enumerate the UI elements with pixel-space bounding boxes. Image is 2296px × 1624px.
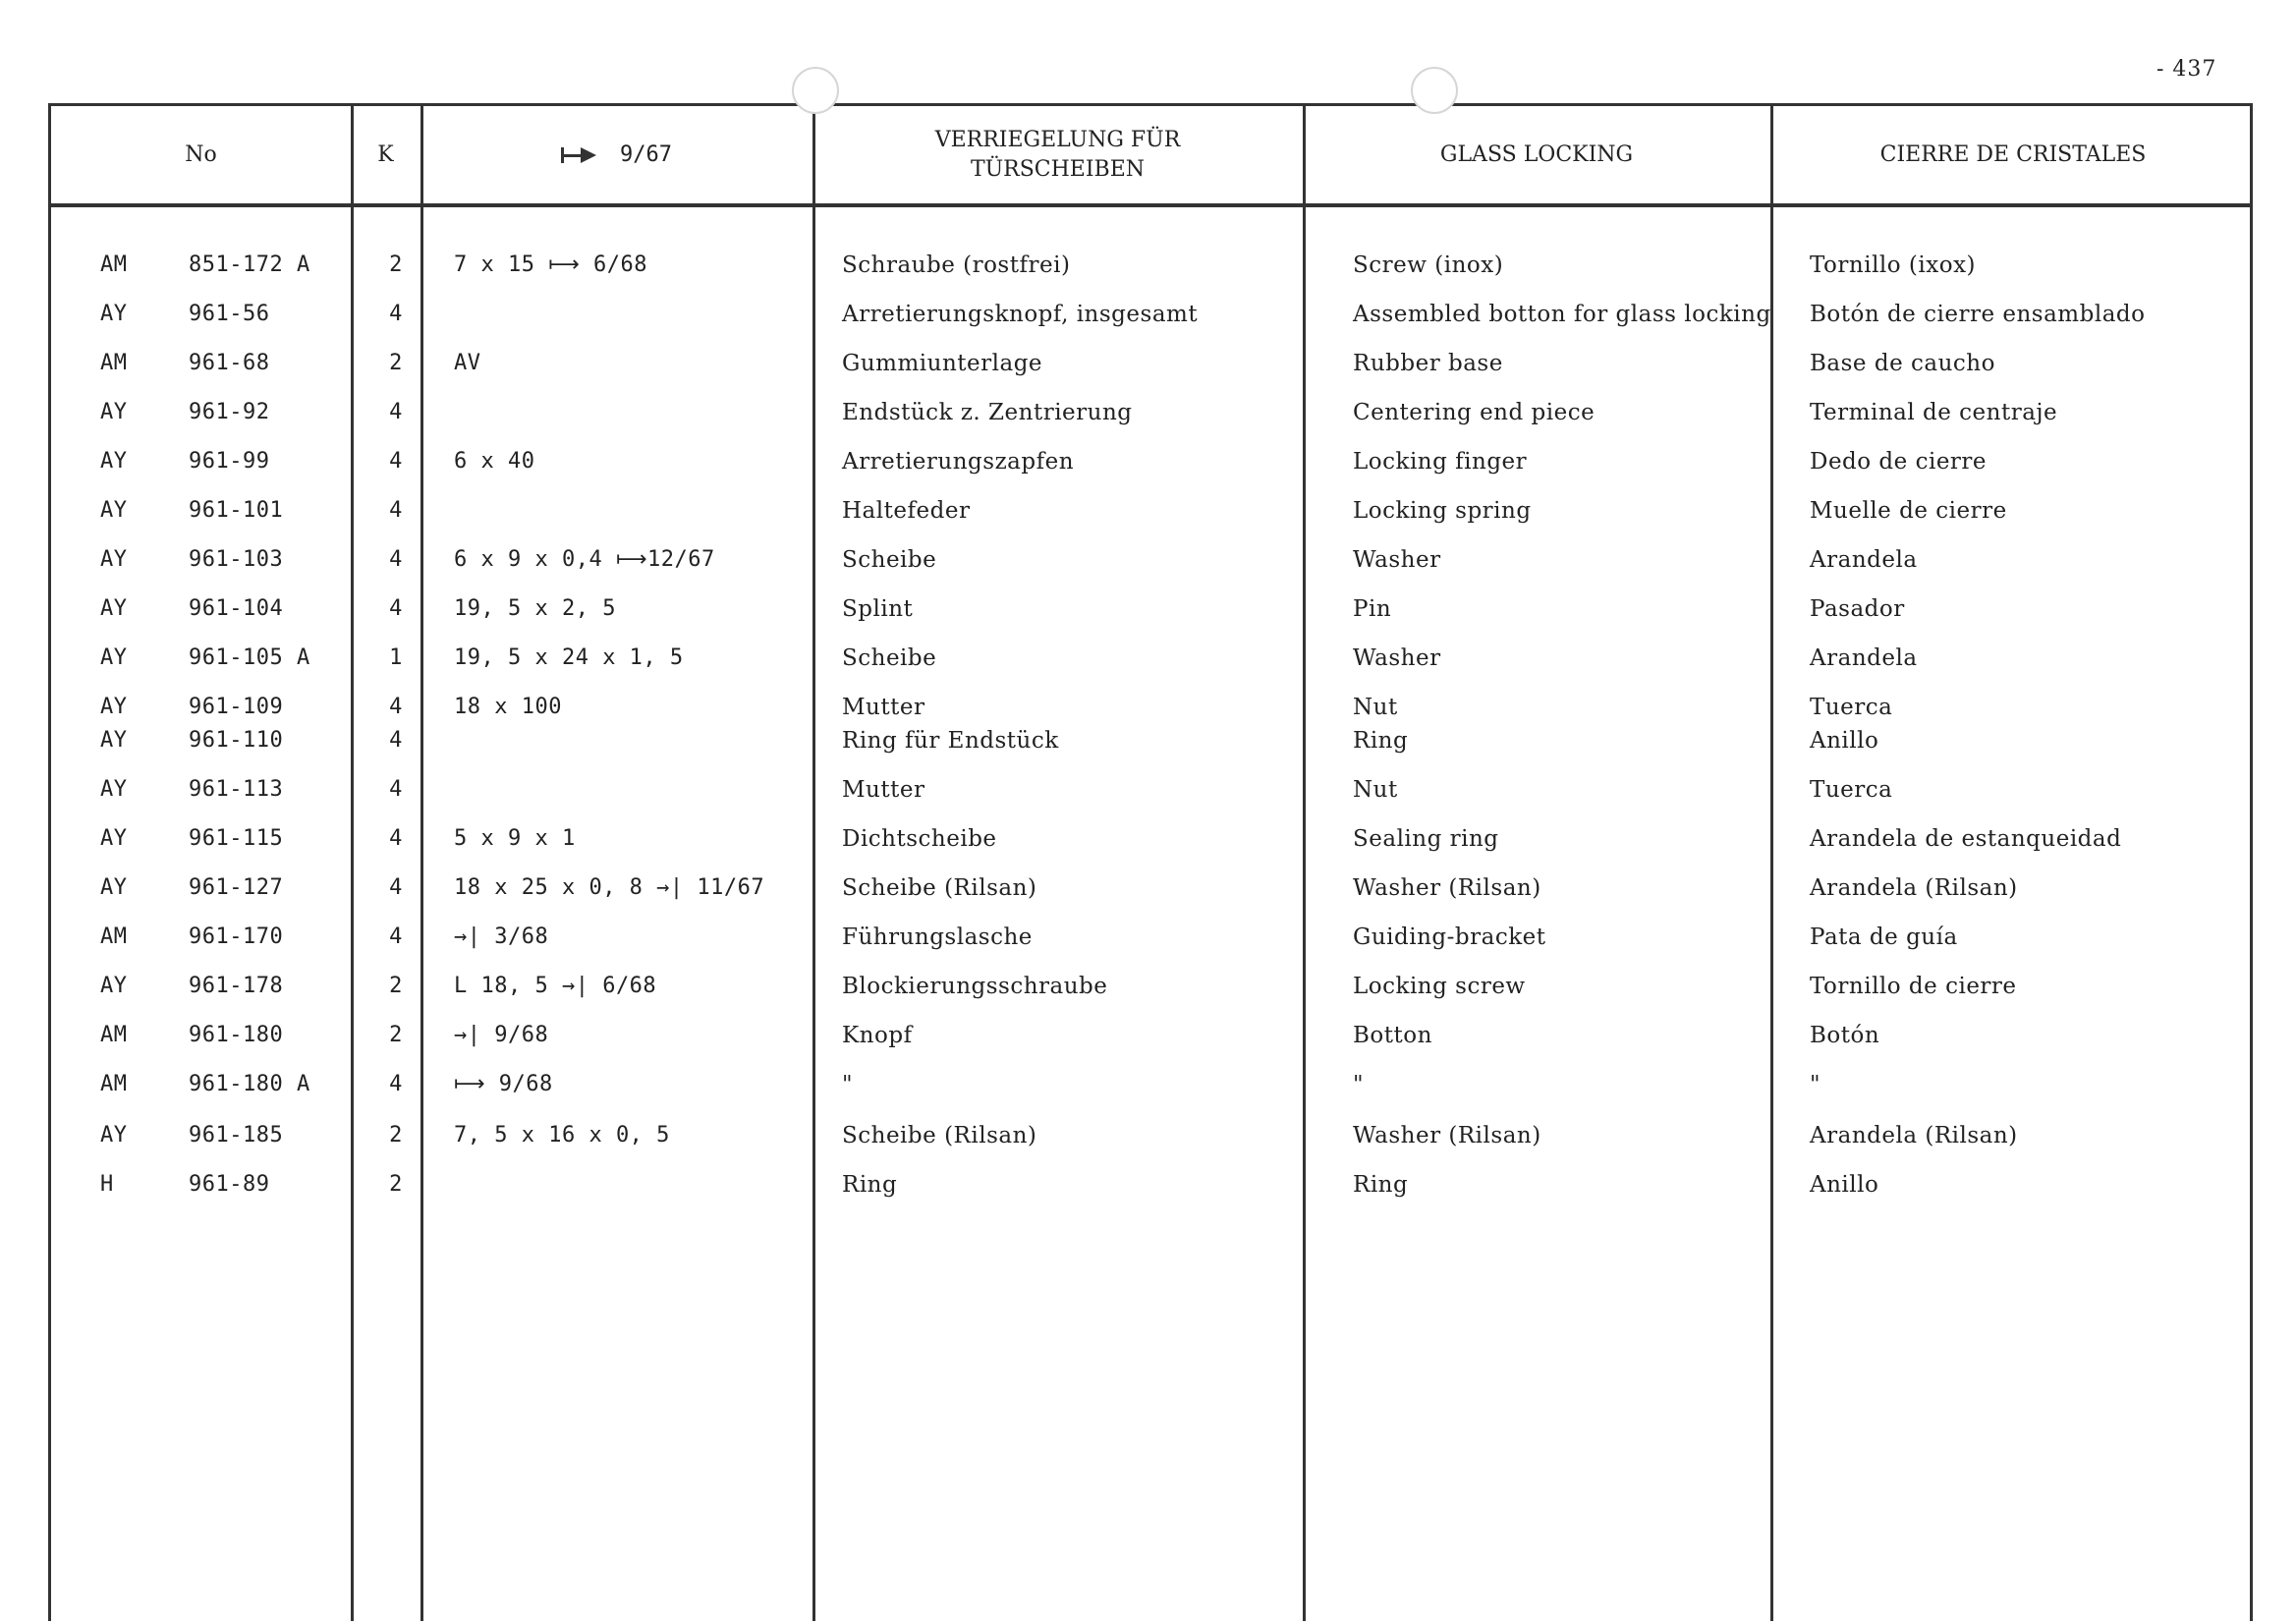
row-prefix: AM (100, 1072, 128, 1096)
row-part-number: 961-56 (189, 302, 270, 326)
row-spanish: Tuerca (1810, 695, 1893, 720)
row-spanish: Arandela de estanqueidad (1810, 826, 2122, 852)
punch-hole-right (1411, 67, 1458, 114)
row-part-number: 961-113 (189, 777, 284, 802)
row-part-number: 961-178 (189, 974, 284, 998)
row-prefix: AM (100, 351, 128, 375)
row-german: Gummiunterlage (842, 351, 1043, 376)
row-english: Botton (1353, 1023, 1432, 1048)
row-k: 4 (389, 875, 403, 900)
row-k: 4 (389, 924, 403, 949)
table-row (51, 396, 2250, 429)
row-part-number: 851-172 A (189, 252, 310, 277)
row-k: 4 (389, 777, 403, 802)
table-row (51, 970, 2250, 1003)
row-spanish: Base de caucho (1810, 351, 1995, 376)
row-k: 2 (389, 351, 403, 375)
row-german: Knopf (842, 1023, 913, 1048)
row-english: Assembled botton for glass locking (1353, 302, 1771, 327)
table-body (51, 106, 2250, 1621)
row-english: Rubber base (1353, 351, 1503, 376)
row-k: 2 (389, 974, 403, 998)
row-spec: 18 x 25 x 0, 8 →| 11/67 (454, 875, 765, 900)
row-k: 4 (389, 302, 403, 326)
row-k: 4 (389, 498, 403, 523)
row-part-number: 961-89 (189, 1172, 270, 1197)
row-k: 4 (389, 728, 403, 753)
row-k: 4 (389, 826, 403, 851)
row-prefix: AY (100, 875, 128, 900)
row-part-number: 961-185 (189, 1123, 284, 1148)
row-german: Mutter (842, 777, 925, 803)
table-row (51, 822, 2250, 856)
table-row (51, 921, 2250, 954)
row-spec: 18 x 100 (454, 695, 562, 719)
row-english: Locking screw (1353, 974, 1526, 999)
row-german: Führungslasche (842, 924, 1033, 950)
row-spanish: Tuerca (1810, 777, 1893, 803)
row-prefix: AY (100, 695, 128, 719)
row-english: Washer (1353, 645, 1441, 671)
row-english: Washer (Rilsan) (1353, 1123, 1541, 1148)
row-prefix: AM (100, 1023, 128, 1047)
row-part-number: 961-104 (189, 596, 284, 621)
header-german-line1: VERRIEGELUNG FÜR (934, 127, 1181, 152)
row-german: " (842, 1072, 854, 1097)
row-spanish: Tornillo de cierre (1810, 974, 2017, 999)
row-part-number: 961-115 (189, 826, 284, 851)
row-german: Scheibe (Rilsan) (842, 875, 1037, 901)
row-spec: 19, 5 x 2, 5 (454, 596, 616, 621)
row-k: 4 (389, 596, 403, 621)
row-part-number: 961-180 (189, 1023, 284, 1047)
row-spec: 6 x 9 x 0,4 ⟼12/67 (454, 547, 715, 572)
row-prefix: AM (100, 252, 128, 277)
row-german: Scheibe (842, 645, 937, 671)
row-k: 2 (389, 1172, 403, 1197)
row-prefix: AY (100, 302, 128, 326)
table-row (51, 871, 2250, 905)
row-german: Blockierungsschraube (842, 974, 1108, 999)
row-part-number: 961-68 (189, 351, 270, 375)
row-spec: 7 x 15 ⟼ 6/68 (454, 252, 647, 277)
row-spanish: Arandela (Rilsan) (1810, 1123, 2018, 1148)
table-row (51, 298, 2250, 331)
row-part-number: 961-105 A (189, 645, 310, 670)
header-no-label: No (185, 141, 217, 167)
parts-table (48, 103, 2253, 1621)
row-spec: AV (454, 351, 481, 375)
table-row (51, 1019, 2250, 1052)
row-prefix: AY (100, 449, 128, 474)
row-prefix: AY (100, 728, 128, 753)
row-spec: →| 9/68 (454, 1023, 549, 1047)
row-german: Scheibe (842, 547, 937, 573)
row-english: Screw (inox) (1353, 252, 1504, 278)
row-english: Pin (1353, 596, 1392, 622)
row-spec: 7, 5 x 16 x 0, 5 (454, 1123, 670, 1148)
table-row (51, 592, 2250, 626)
row-english: " (1353, 1072, 1365, 1097)
row-part-number: 961-170 (189, 924, 284, 949)
row-spec: L 18, 5 →| 6/68 (454, 974, 657, 998)
row-spanish: Pasador (1810, 596, 1905, 622)
row-k: 1 (389, 645, 403, 670)
row-english: Guiding-bracket (1353, 924, 1546, 950)
row-part-number: 961-109 (189, 695, 284, 719)
header-english-label: GLASS LOCKING (1439, 141, 1634, 167)
header-spec-label: 9/67 (620, 141, 672, 167)
punch-hole-left (792, 67, 839, 114)
row-german: Dichtscheibe (842, 826, 997, 852)
row-prefix: AY (100, 1123, 128, 1148)
row-english: Nut (1353, 777, 1398, 803)
row-english: Locking finger (1353, 449, 1528, 475)
row-k: 4 (389, 449, 403, 474)
row-english: Washer (Rilsan) (1353, 875, 1541, 901)
row-part-number: 961-99 (189, 449, 270, 474)
row-german: Haltefeder (842, 498, 971, 524)
row-english: Nut (1353, 695, 1398, 720)
table-row (51, 724, 2250, 757)
row-spec: 6 x 40 (454, 449, 535, 474)
row-prefix: AY (100, 974, 128, 998)
row-prefix: AY (100, 645, 128, 670)
row-spanish: Terminal de centraje (1810, 400, 2058, 425)
table-row (51, 1068, 2250, 1101)
row-spec: 19, 5 x 24 x 1, 5 (454, 645, 684, 670)
table-row (51, 773, 2250, 807)
row-k: 2 (389, 1123, 403, 1148)
row-spanish: Tornillo (ixox) (1810, 252, 1977, 278)
table-row (51, 347, 2250, 380)
row-english: Washer (1353, 547, 1441, 573)
row-german: Endstück z. Zentrierung (842, 400, 1133, 425)
row-part-number: 961-110 (189, 728, 284, 753)
table-row (51, 642, 2250, 675)
row-german: Ring (842, 1172, 898, 1198)
row-prefix: AY (100, 777, 128, 802)
row-german: Arretierungsknopf, insgesamt (842, 302, 1199, 327)
row-k: 2 (389, 1023, 403, 1047)
row-prefix: AY (100, 826, 128, 851)
row-english: Sealing ring (1353, 826, 1499, 852)
row-spec: 5 x 9 x 1 (454, 826, 576, 851)
row-prefix: AY (100, 596, 128, 621)
table-row (51, 445, 2250, 478)
row-german: Arretierungszapfen (842, 449, 1075, 475)
row-prefix: H (100, 1172, 114, 1197)
row-spanish: Arandela (1810, 645, 1918, 671)
row-k: 4 (389, 400, 403, 424)
table-row (51, 494, 2250, 528)
row-prefix: AY (100, 400, 128, 424)
row-prefix: AM (100, 924, 128, 949)
row-k: 4 (389, 1072, 403, 1096)
row-english: Locking spring (1353, 498, 1532, 524)
row-english: Centering end piece (1353, 400, 1596, 425)
row-spanish: Pata de guía (1810, 924, 1958, 950)
row-part-number: 961-127 (189, 875, 284, 900)
row-spanish: Botón de cierre ensamblado (1810, 302, 2146, 327)
row-english: Ring (1353, 728, 1409, 754)
row-german: Ring für Endstück (842, 728, 1059, 754)
row-english: Ring (1353, 1172, 1409, 1198)
row-spanish: " (1810, 1072, 1821, 1097)
row-spanish: Botón (1810, 1023, 1880, 1048)
row-spanish: Dedo de cierre (1810, 449, 1988, 475)
row-german: Splint (842, 596, 914, 622)
page-number: - 437 (2156, 57, 2217, 82)
table-row (51, 1168, 2250, 1202)
row-spanish: Anillo (1810, 728, 1879, 754)
row-spanish: Anillo (1810, 1172, 1879, 1198)
row-spanish: Arandela (Rilsan) (1810, 875, 2018, 901)
table-row (51, 691, 2250, 724)
row-german: Scheibe (Rilsan) (842, 1123, 1037, 1148)
header-k-label: K (377, 141, 394, 167)
header-spanish-label: CIERRE DE CRISTALES (1879, 141, 2147, 167)
row-part-number: 961-92 (189, 400, 270, 424)
row-prefix: AY (100, 498, 128, 523)
row-k: 4 (389, 695, 403, 719)
row-spec: ⟼ 9/68 (454, 1072, 553, 1096)
row-german: Schraube (rostfrei) (842, 252, 1071, 278)
row-part-number: 961-103 (189, 547, 284, 572)
table-row (51, 1119, 2250, 1152)
table-row (51, 249, 2250, 282)
row-spanish: Arandela (1810, 547, 1918, 573)
table-row (51, 543, 2250, 577)
row-spanish: Muelle de cierre (1810, 498, 2007, 524)
header-german-line2: TÜRSCHEIBEN (970, 156, 1146, 182)
row-german: Mutter (842, 695, 925, 720)
row-part-number: 961-180 A (189, 1072, 310, 1096)
row-prefix: AY (100, 547, 128, 572)
row-spec: →| 3/68 (454, 924, 549, 949)
row-k: 4 (389, 547, 403, 572)
row-k: 2 (389, 252, 403, 277)
row-part-number: 961-101 (189, 498, 284, 523)
